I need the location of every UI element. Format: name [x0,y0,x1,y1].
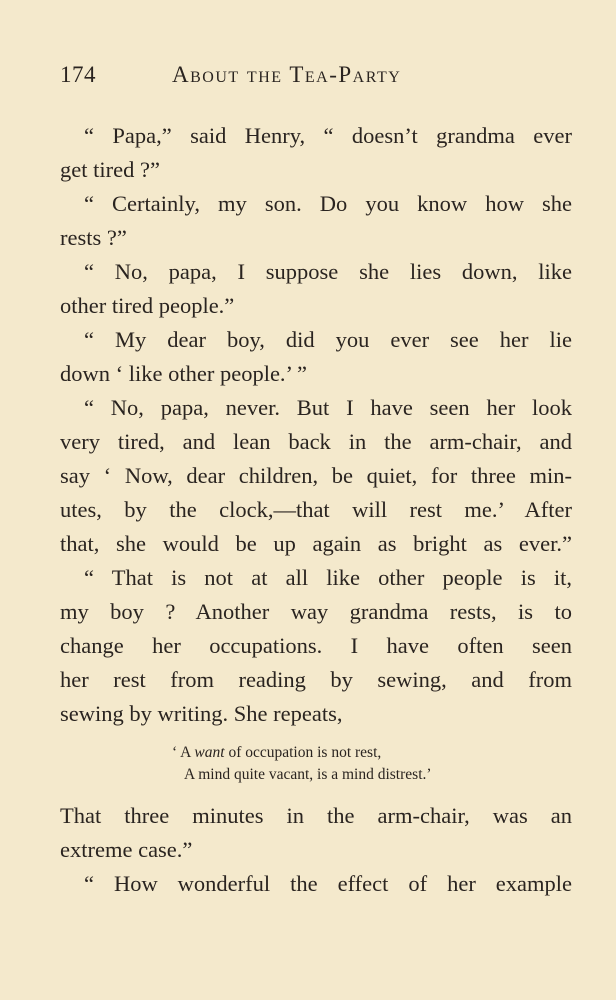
text-line: rests ?” [60,225,127,250]
verse-italic-word: want [194,744,225,761]
text-line: “ My dear boy, did you ever see her lie [84,327,572,352]
text-line: sewing by writing. She repeats, [60,701,343,726]
text-line: other tired people.” [60,293,235,318]
text-line: get tired ?” [60,157,160,182]
text-line: very tired, and lean back in the arm-chair, and [60,429,572,454]
text-line: “ Certainly, my son. Do you know how she [84,191,572,216]
text-line: “ No, papa, I suppose she lies down, like [84,259,572,284]
text-line: extreme case.” [60,837,193,862]
text-line: change her occupations. I have often seen [60,633,572,658]
text-line: That three minutes in the arm-chair, was an [60,803,572,828]
text-line: my boy ? Another way grandma rests, is to [60,599,572,624]
page-number: 174 [60,62,96,87]
text-line: say ‘ Now, dear children, be quiet, for three min- [60,463,572,488]
text-line: that, she would be up again as bright as ever.” [60,531,572,556]
text-line: “ How wonderful the effect of her example [84,871,572,896]
page-header [60,62,572,98]
text-line: utes, by the clock,—that will rest me.’ After [60,497,572,522]
text-line: “ No, papa, never. But I have seen her look [84,395,572,420]
verse-line: ‘ A want of occupation is not rest, [172,744,382,761]
text-line: her rest from reading by sewing, and from [60,667,572,692]
verse-line: A mind quite vacant, is a mind distrest.’ [184,766,432,783]
running-head: About the Tea-Party [172,62,402,87]
text-line: “ That is not at all like other people is it, [84,565,572,590]
text-line: “ Papa,” said Henry, “ doesn’t grandma ever [84,123,572,148]
text-line: down ‘ like other people.’ ” [60,361,307,386]
